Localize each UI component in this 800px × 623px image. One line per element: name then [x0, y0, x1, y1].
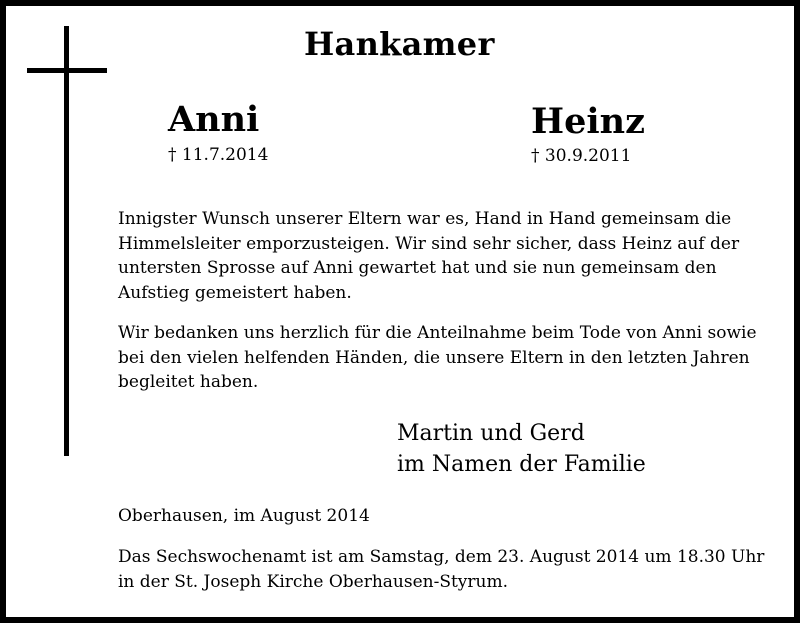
family-name-heading: Hankamer [304, 25, 495, 63]
place-date: Oberhausen, im August 2014 [118, 506, 370, 526]
signature-block [397, 418, 646, 480]
cross-icon-vertical-bar [64, 26, 69, 456]
person-name-anni: Anni [168, 99, 260, 140]
signature-family-line: im Namen der Familie [397, 452, 646, 477]
service-announcement: Das Sechswochenamt ist am Samstag, dem 23. August 2014 um 18.30 Uhr in der St. Joseph Kirche Oberhausen-Styrum. [118, 547, 765, 592]
person-name-heinz: Heinz [531, 101, 645, 142]
memorial-paragraph: Innigster Wunsch unserer Eltern war es, Hand in Hand gemeinsam die Himmelsleiter emporzusteigen. Wir sind sehr sicher, dass Heinz auf der untersten Sprosse auf Anni gewartet hat und sie nun gemeinsam den Aufstieg gemeistert haben. [118, 209, 740, 303]
death-date-anni: † 11.7.2014 [168, 145, 269, 165]
death-date-heinz: † 30.9.2011 [531, 146, 632, 166]
signature-names: Martin und Gerd [397, 421, 585, 446]
thanks-paragraph: Wir bedanken uns herzlich für die Anteilnahme beim Tode von Anni sowie bei den vielen helfenden Händen, die unsere Eltern in den letzten Jahren begleitet haben. [118, 323, 757, 392]
cross-icon-horizontal-bar [27, 68, 107, 73]
